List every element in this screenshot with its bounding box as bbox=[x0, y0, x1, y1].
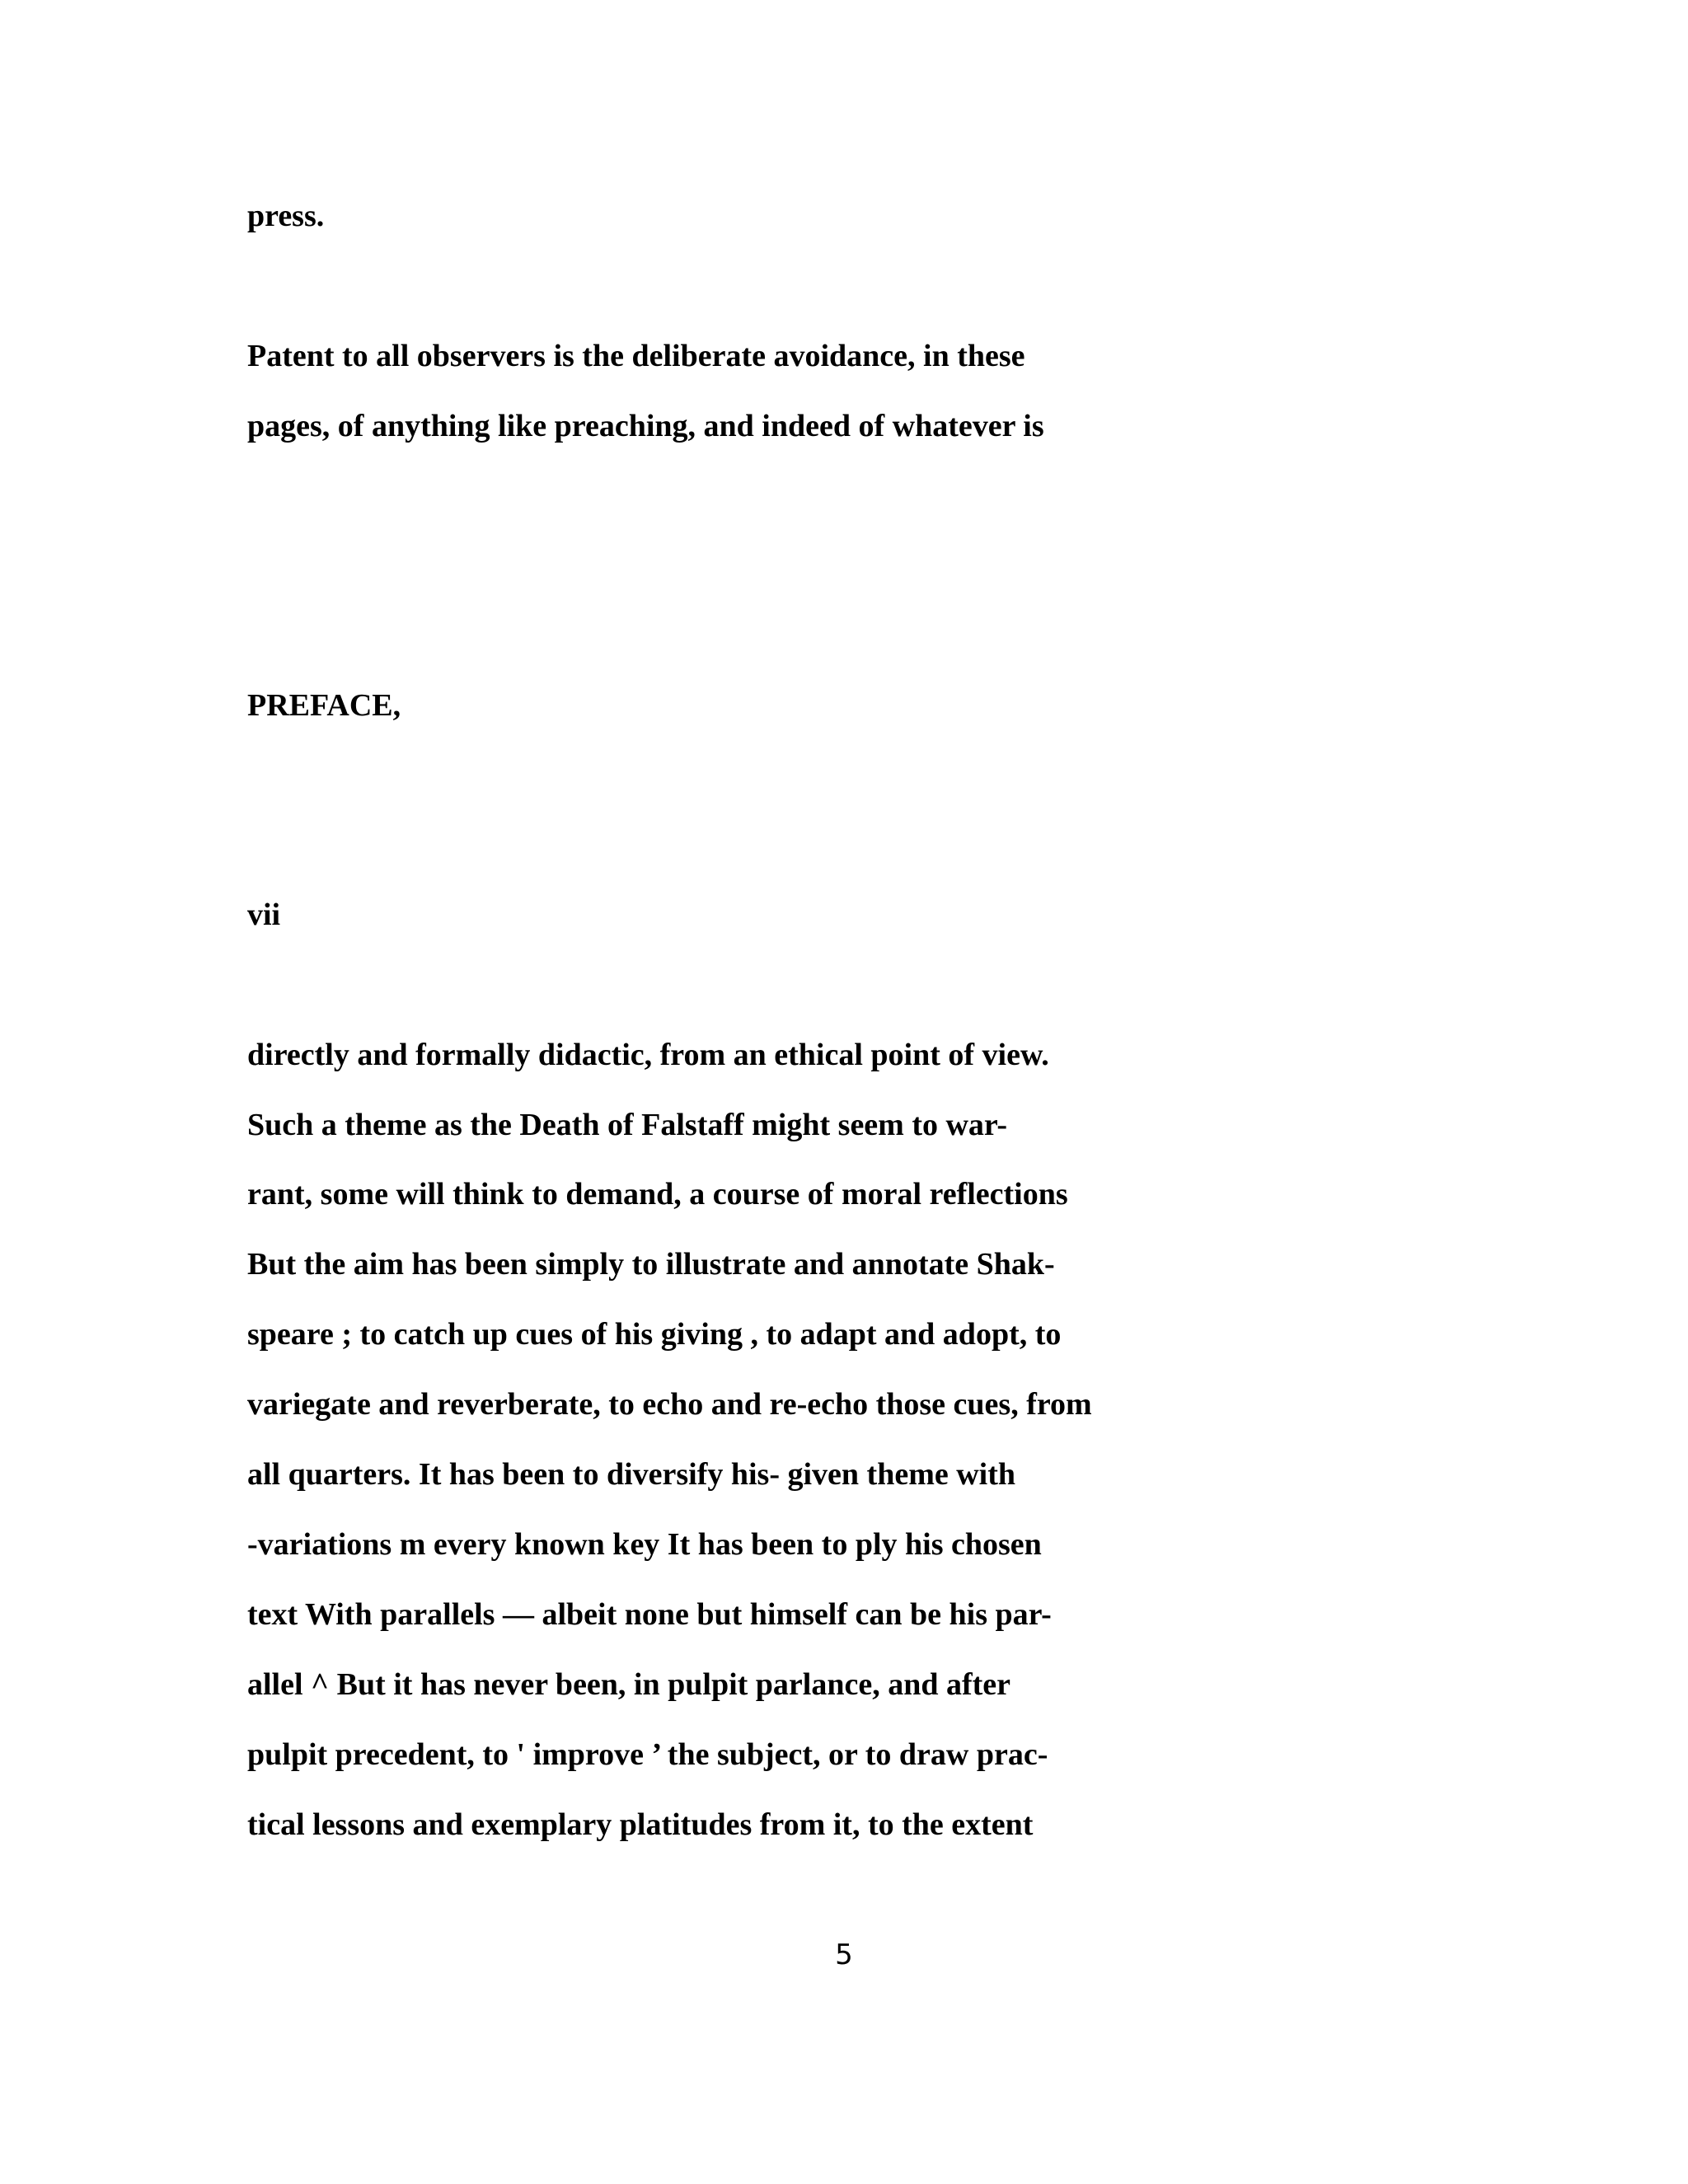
text-line: Patent to all observers is the deliberate avoidance, in these bbox=[247, 339, 1025, 373]
text-line: press. bbox=[247, 199, 325, 233]
text-line: speare ; to catch up cues of his giving , to adapt and adopt, to bbox=[247, 1317, 1062, 1352]
text-line: -variations m every known key It has been to ply his chosen bbox=[247, 1527, 1042, 1562]
section-heading: PREFACE, bbox=[247, 688, 401, 723]
text-line: pulpit precedent, to ' improve ’ the subject, or to draw prac- bbox=[247, 1737, 1048, 1772]
text-line: text With parallels — albeit none but himself can be his par- bbox=[247, 1597, 1052, 1632]
text-line: all quarters. It has been to diversify his- given theme with bbox=[247, 1457, 1016, 1492]
roman-page-number: vii bbox=[247, 898, 281, 932]
text-line: Such a theme as the Death of Falstaff might seem to war- bbox=[247, 1108, 1008, 1142]
text-line: But the aim has been simply to illustrate and annotate Shak- bbox=[247, 1247, 1055, 1282]
page-number: 5 bbox=[835, 1938, 853, 1971]
text-line: pages, of anything like preaching, and indeed of whatever is bbox=[247, 409, 1044, 443]
text-line: directly and formally didactic, from an ethical point of view. bbox=[247, 1038, 1049, 1072]
text-line: allel ^ But it has never been, in pulpit parlance, and after bbox=[247, 1667, 1011, 1702]
text-line: tical lessons and exemplary platitudes from it, to the extent bbox=[247, 1807, 1034, 1842]
text-line: variegate and reverberate, to echo and re-echo those cues, from bbox=[247, 1387, 1092, 1422]
text-line: rant, some will think to demand, a course of moral reflections bbox=[247, 1177, 1068, 1212]
